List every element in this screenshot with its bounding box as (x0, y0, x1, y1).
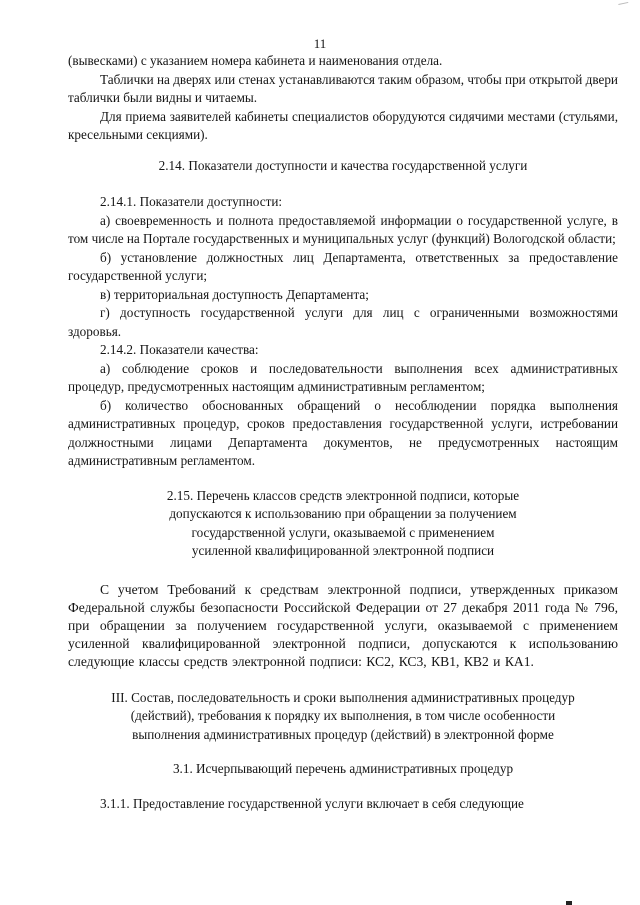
scan-mark (566, 901, 572, 905)
heading-line: государственной услуги, оказываемой с применением (191, 524, 495, 540)
list-item: б) установление должностных лиц Департамента, ответственных за предоставление государственной услуги; (68, 249, 618, 283)
document-body (68, 52, 618, 813)
section-heading: 3.1. Исчерпывающий перечень административных процедур (172, 761, 514, 776)
page-number: 11 (313, 36, 327, 51)
heading-line: усиленной квалифицированной электронной подписи (191, 543, 495, 558)
list-item: а) соблюдение сроков и последовательности выполнения всех административных процедур, предусмотренных настоящим административным регламентом; (68, 360, 618, 394)
heading-line: выполнения административных процедур (действий) в электронной форме (132, 726, 554, 742)
heading-line: III. Состав, последовательность и сроки выполнения административных процедур (111, 689, 575, 705)
list-item: а) своевременность и полнота предоставляемой информации о государственной услуге, в том числе на Портале государственных и муниципальных услуг (функций) Вологодской области; (68, 212, 618, 246)
heading-line: допускаются к использованию при обращении за получением (169, 506, 517, 521)
list-item: г) доступность государственной услуги для лиц с ограниченными возможностями здоровья. (68, 305, 618, 339)
chapter-heading-III (68, 689, 618, 745)
heading-line: (действий), требования к порядку их выполнения, в том числе особенности (130, 708, 556, 723)
list-item: в) территориальная доступность Департамента; (100, 286, 369, 302)
list-item: б) количество обоснованных обращений о несоблюдении порядка выполнения административных процедур, сроков предоставления государственной услуги, истребовании должностными лицами Департамента документов, не предусмотренных настоящим административным регламентом. (68, 397, 618, 468)
subsection-title: 2.14.1. Показатели доступности: (100, 194, 283, 209)
heading-line: 2.15. Перечень классов средств электронной подписи, которые (166, 487, 520, 503)
subsection-title: 2.14.2. Показатели качества: (100, 342, 259, 357)
scan-mark (618, 0, 629, 5)
paragraph: Таблички на дверях или стенах устанавливаются таким образом, чтобы при открытой двери таблички были видны и читаемы. (68, 71, 618, 105)
paragraph: 3.1.1. Предоставление государственной услуги включает в себя следующие (100, 795, 524, 811)
paragraph: С учетом Требований к средствам электронной подписи, утвержденных приказом Федеральной службы безопасности Российской Федерации от 27 декабря 2011 года № 796, при обращении за получением государственной услуги, оказываемой с применением усиленной квалифицированной электронной подписи, допускаются к использованию следующие классы средств электронной подписи: КС2, КС3, КВ1, КВ2 и КА1. (68, 581, 618, 669)
paragraph: Для приема заявителей кабинеты специалистов оборудуются сидячими местами (стульями, кресельными секциями). (68, 108, 618, 142)
section-heading: 2.14. Показатели доступности и качества государственной услуги (158, 157, 528, 173)
paragraph: (вывесками) с указанием номера кабинета и наименования отдела. (68, 53, 443, 68)
section-heading-2-15 (68, 487, 618, 561)
